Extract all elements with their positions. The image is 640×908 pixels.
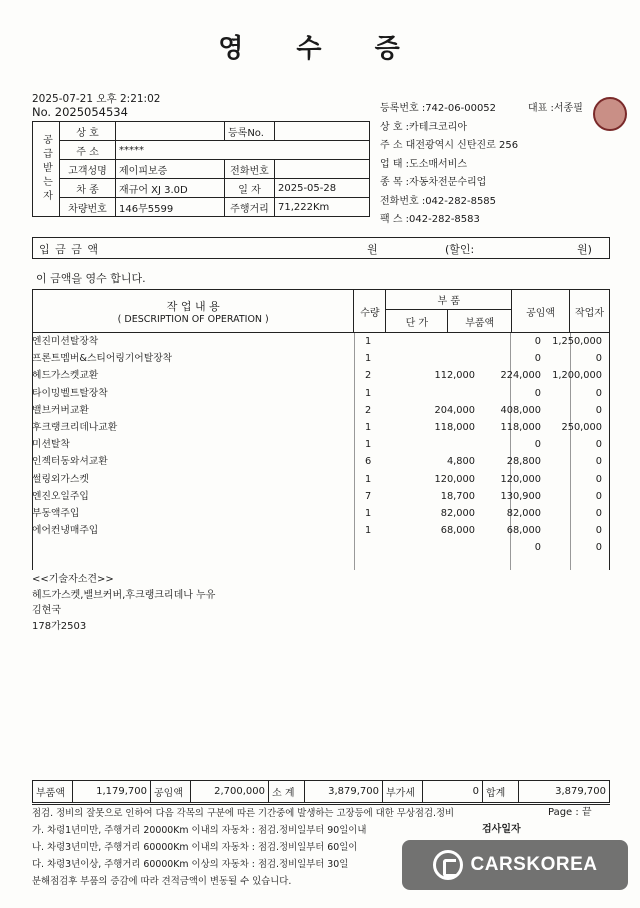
item-unit-price: 112,000 [434,370,475,382]
model-label: 차 종 [60,179,116,198]
item-parts-amount: 68,000 [506,525,541,537]
item-qty: 1 [365,336,372,347]
seller-business: 업 태 :도소매서비스 [380,158,468,170]
buyer-section-label: 공급받는자 [33,122,60,217]
phone-label: 전화번호 [225,160,275,179]
labor-total-value: 2,700,000 [191,781,269,803]
item-parts-amount: 82,000 [506,508,541,519]
tech-notes-line-3: 178가2503 [32,620,87,632]
tech-notes-line-1: 헤드가스켓,밸브커버,후크랭크리데나 누유 [32,589,216,601]
table-row [32,453,610,470]
item-unit-price: 4,800 [446,456,475,468]
item-name: 엔진미션탈장착 [32,336,99,347]
item-parts-amount: 0 [534,542,541,554]
item-labor-amount: 0 [595,353,602,365]
item-name: 타이밍벨트탈장착 [32,387,108,399]
worker-header: 작업자 [570,290,610,333]
plate-value: 146무5599 [116,198,225,217]
item-qty: 6 [365,456,372,468]
table-row [32,419,610,436]
tech-notes-heading: <<기술자소견>> [32,574,114,585]
received-statement: 이 금액을 영수 합니다. [36,272,146,285]
item-labor-amount: 0 [595,542,602,554]
item-unit-price: 120,000 [434,473,475,485]
item-parts-amount: 0 [534,336,541,347]
item-labor-amount: 1,200,000 [552,370,602,382]
item-unit-price: 82,000 [440,508,475,519]
item-parts-amount: 130,900 [500,490,541,502]
item-parts-amount: 0 [534,353,541,365]
item-parts-amount: 408,000 [500,404,541,416]
item-labor-amount: 0 [595,525,602,537]
item-labor-amount: 0 [595,473,602,485]
mileage-label: 주행거리 [225,198,275,217]
item-labor-amount: 0 [595,508,602,519]
seller-address: 주 소 대전광역시 신탄진로 256 [380,140,519,151]
model-value: 재규어 XJ 3.0D [116,179,225,198]
seller-fax: 팩 스 :042-282-8583 [380,214,480,225]
item-unit-price: 18,700 [440,490,475,502]
watermark-text: CARSKOREA [470,854,598,875]
page-indicator: Page : 끝 [548,807,592,818]
tech-notes-line-2: 김현국 [32,605,61,616]
seller-reg-number: 등록번호 :742-06-00052 [380,103,497,114]
item-name: 부동액주입 [32,508,80,519]
item-name: 썰링외가스켓 [32,473,89,485]
labor-header: 공임액 [512,290,570,333]
subtotal-value: 3,879,700 [305,781,383,803]
company-label: 상 호 [60,122,116,141]
item-parts-amount: 224,000 [500,370,541,382]
parts-amount-header: 부품액 [448,310,512,333]
item-qty: 2 [365,404,372,416]
item-labor-amount: 0 [595,490,602,502]
discount-label: (할인: [445,243,475,256]
seal-stamp [593,97,627,131]
address-label: 주 소 [60,141,116,160]
item-unit-price: 68,000 [440,525,475,537]
seller-item: 종 목 :자동차전문수리업 [380,177,487,188]
vat-value: 0 [423,781,483,803]
subtotal-label: 소 계 [269,781,305,803]
parts-total-value: 1,179,700 [73,781,151,803]
carskorea-watermark [402,840,628,890]
table-row [32,522,610,539]
item-qty: 1 [365,387,372,399]
phone-value [275,160,370,179]
item-qty: 1 [365,439,372,451]
table-row [32,385,610,402]
grand-total-value: 3,879,700 [519,781,610,803]
vat-label: 부가세 [383,781,423,803]
item-qty: 1 [365,508,372,519]
seller-phone: 전화번호 :042-282-8585 [380,195,497,207]
item-unit-price: 204,000 [434,404,475,416]
warranty-line-1: 점검. 정비의 잘못으로 인하여 다음 각목의 구분에 따른 기간중에 발생하는 고장등에 대한 무상점검.정비 [32,808,455,819]
items-table-header [32,289,610,333]
item-qty: 1 [365,525,372,537]
item-qty: 7 [365,490,372,502]
item-name: 인젝터동와셔교환 [32,456,108,468]
tech-notes [32,572,215,634]
item-parts-amount: 0 [534,387,541,399]
warranty-line-2: 가. 차령1년미만, 주행거리 20000Km 이내의 자동차 : 점검.정비일부터 90일이내 [32,825,367,836]
item-name: 프론트멤버&스티어링기어탈장착 [32,353,173,365]
inspection-date-label: 검사일자 [482,824,521,835]
item-qty: 2 [365,370,372,382]
table-row [32,488,610,505]
parts-total-label: 부품액 [33,781,73,803]
customer-label: 고객성명 [60,160,116,179]
item-name: 후크랭크리데나교환 [32,422,118,433]
date-label: 일 자 [225,179,275,198]
item-name: 엔진오일주입 [32,490,89,502]
table-row [32,350,610,367]
warranty-line-5: 분해점검후 부품의 증감에 따라 견적금액이 변동될 수 있습니다. [32,876,292,887]
totals-bar [32,780,610,803]
deposit-won: 원 [367,243,378,256]
deposit-label: 입 금 금 액 [39,243,99,256]
qty-header: 수량 [354,290,386,333]
receipt-number: No. 2025054534 [32,105,128,119]
item-parts-amount: 120,000 [500,473,541,485]
item-labor-amount: 0 [595,456,602,468]
item-qty: 1 [365,473,372,485]
item-name: 에어컨냉매주입 [32,525,99,537]
seller-block [380,100,630,230]
table-row [32,539,610,556]
seller-representative: 대표 :서종필 [528,103,583,114]
item-name: 헤드가스켓교환 [32,370,99,382]
receipt-title: 영 수 증 [218,34,422,64]
buyer-table [32,121,370,217]
parts-header: 부 품 [386,290,512,310]
table-row [32,471,610,488]
item-labor-amount: 1,250,000 [552,336,602,347]
company-value [116,122,225,141]
item-labor-amount: 0 [595,439,602,451]
item-parts-amount: 118,000 [500,422,541,433]
warranty-line-4: 다. 차령3년이상, 주행거리 60000Km 이상의 자동차 : 점검.정비일부터 30일 [32,859,349,870]
table-row [32,402,610,419]
carskorea-logo-icon [433,850,463,880]
table-row [32,333,610,350]
reg-no-label: 등록No. [225,122,275,141]
item-labor-amount: 250,000 [561,422,602,433]
item-qty: 1 [365,422,372,433]
grand-total-label: 합계 [483,781,519,803]
mileage-value: 71,222Km [275,198,370,217]
seller-company: 상 호 :카테크코리아 [380,121,468,133]
date-value: 2025-05-28 [275,179,370,198]
item-name: 밸브커버교환 [32,404,89,416]
labor-total-label: 공임액 [151,781,191,803]
item-parts-amount: 0 [534,439,541,451]
item-unit-price: 118,000 [434,422,475,433]
work-description-header: 작 업 내 용 ( DESCRIPTION OF OPERATION ) [33,290,354,333]
customer-value: 제이피보증 [116,160,225,179]
item-labor-amount: 0 [595,387,602,399]
deposit-bar [32,237,610,259]
item-qty: 1 [365,353,372,365]
table-row [32,436,610,453]
item-labor-amount: 0 [595,404,602,416]
address-value: ***** [116,141,370,160]
discount-won: 원) [577,243,592,256]
reg-no-value [275,122,370,141]
item-name: 미션탈착 [32,439,70,451]
warranty-line-3: 나. 차령3년미만, 주행거리 60000Km 이내의 자동차 : 점검.정비일부터 60일이 [32,842,358,853]
item-parts-amount: 28,800 [506,456,541,468]
printed-at: 2025-07-21 오후 2:21:02 [32,93,161,105]
table-row [32,367,610,384]
table-row [32,505,610,522]
unit-price-header: 단 가 [386,310,448,333]
plate-label: 차량번호 [60,198,116,217]
